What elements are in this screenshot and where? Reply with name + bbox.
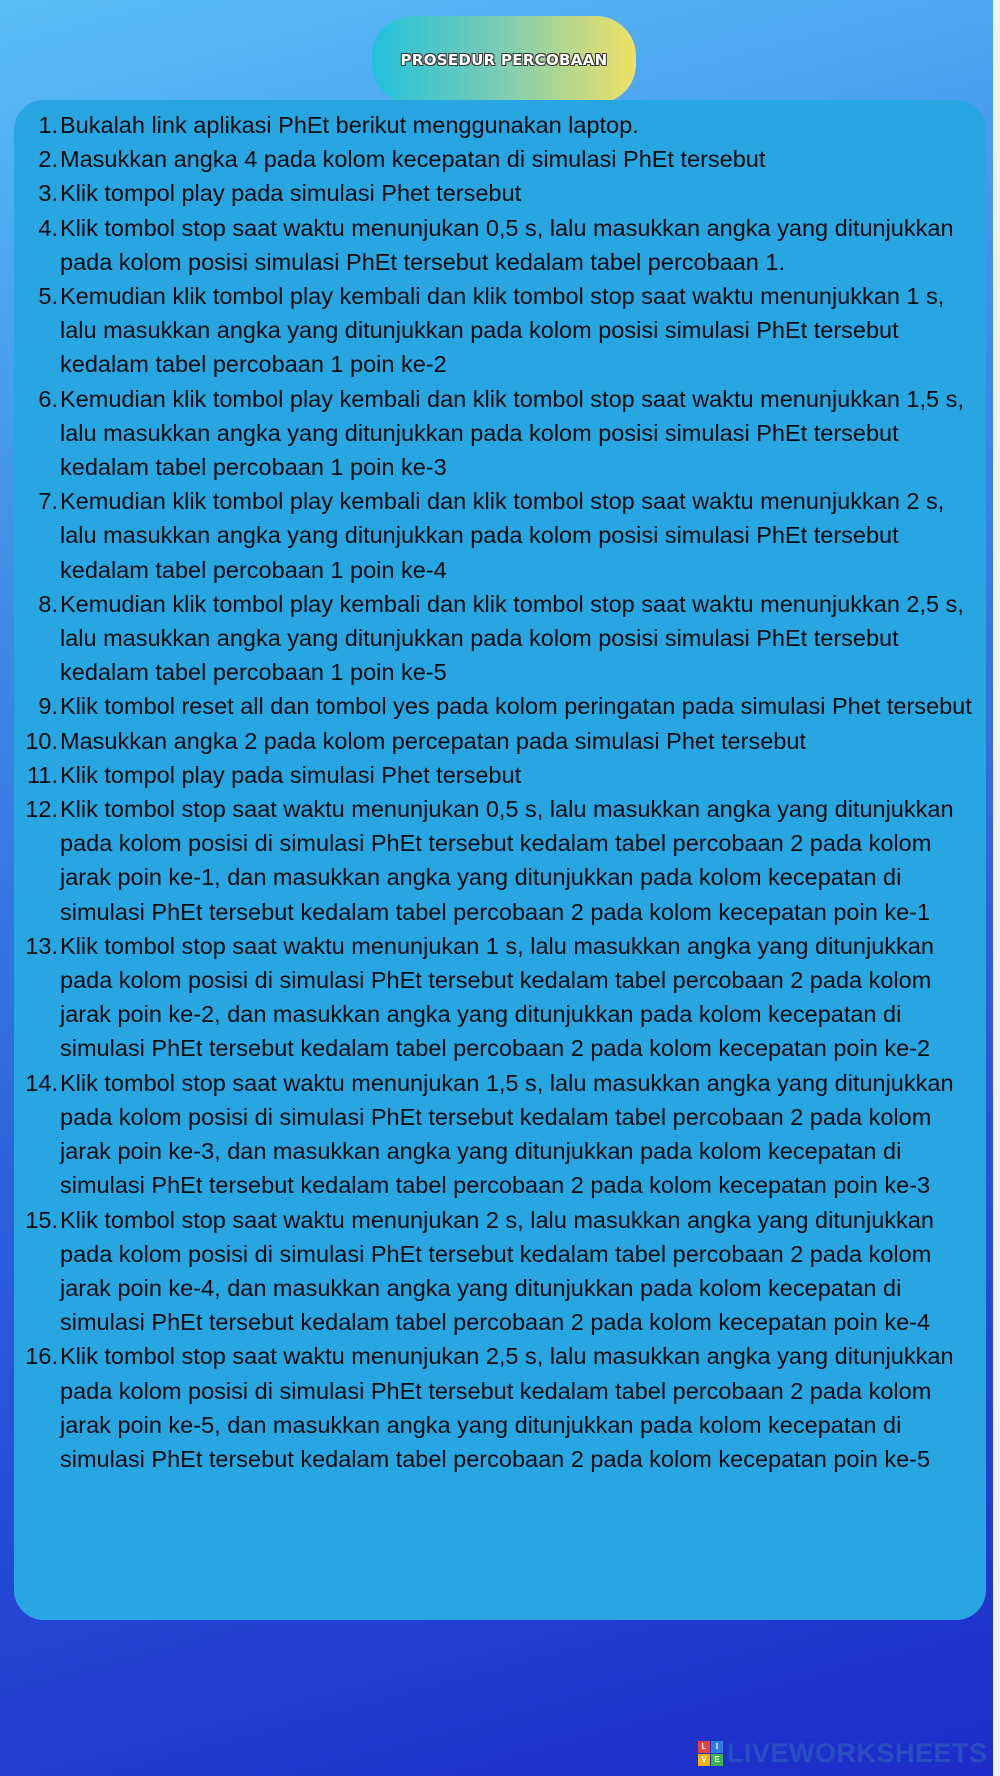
step-item: [14, 758, 986, 792]
step-number: 16.: [25, 1343, 58, 1370]
step-text: Masukkan angka 4 pada kolom kecepatan di simulasi PhEt tersebut: [60, 146, 766, 173]
step-text: Kemudian klik tombol play kembali dan klik tombol stop saat waktu menunjukkan 2,5 s, lalu masukkan angka yang ditunjukkan pada kolom posisi simulasi PhEt tersebut kedalam tabel percobaan 1 poin ke-5: [60, 590, 964, 686]
step-text: Klik tombol stop saat waktu menunjukan 1 s, lalu masukkan angka yang ditunjukkan pada kolom posisi di simulasi PhEt tersebut kedalam tabel percobaan 2 pada kolom jarak poin ke-2, dan masukkan angka yang ditunjukkan pada kolom kecepatan di simulasi PhEt tersebut kedalam tabel percobaan 2 pada kolom kecepatan poin ke-2: [60, 932, 934, 1062]
step-text: Kemudian klik tombol play kembali dan klik tombol stop saat waktu menunjukkan 2 s, lalu masukkan angka yang ditunjukkan pada kolom posisi simulasi PhEt tersebut kedalam tabel percobaan 1 poin ke-4: [60, 488, 945, 583]
step-number: 5.: [38, 283, 58, 310]
step-number: 12.: [25, 796, 58, 823]
step-item: [14, 108, 986, 142]
step-text: Klik tompol play pada simulasi Phet tersebut: [60, 761, 522, 788]
right-edge-strip: [993, 0, 1000, 1776]
step-text: Masukkan angka 2 pada kolom percepatan pada simulasi Phet tersebut: [60, 727, 806, 754]
logo-text: LIVEWORKSHEETS: [727, 1738, 988, 1768]
logo-letter-v: V: [698, 1754, 710, 1766]
step-item: [14, 724, 986, 758]
step-number: 4.: [38, 214, 58, 241]
page-title: PROSEDUR PERCOBAAN: [400, 51, 608, 69]
step-item: [14, 929, 986, 1066]
step-item: [14, 792, 986, 929]
step-text: Klik tompol play pada simulasi Phet tersebut: [60, 180, 522, 207]
step-text: Klik tombol reset all dan tombol yes pada kolom peringatan pada simulasi Phet tersebut: [60, 693, 972, 720]
logo-letter-i: I: [711, 1741, 723, 1753]
step-number: 9.: [38, 693, 58, 720]
step-item: [14, 484, 986, 587]
step-number: 10.: [25, 727, 58, 754]
step-number: 7.: [38, 488, 58, 515]
liveworksheets-icon: [698, 1741, 723, 1766]
step-number: 13.: [25, 932, 58, 959]
step-number: 2.: [38, 146, 58, 173]
step-item: [14, 176, 986, 210]
step-text: Klik tombol stop saat waktu menunjukan 1,5 s, lalu masukkan angka yang ditunjukkan pada kolom posisi di simulasi PhEt tersebut kedalam tabel percobaan 2 pada kolom jarak poin ke-3, dan masukkan angka yang ditunjukkan pada kolom kecepatan di simulasi PhEt tersebut kedalam tabel percobaan 2 pada kolom kecepatan poin ke-3: [60, 1069, 954, 1199]
step-text: Kemudian klik tombol play kembali dan klik tombol stop saat waktu menunjukkan 1,5 s, lalu masukkan angka yang ditunjukkan pada kolom posisi simulasi PhEt tersebut kedalam tabel percobaan 1 poin ke-3: [60, 385, 964, 481]
step-item: [14, 211, 986, 279]
logo-letter-e: E: [711, 1754, 723, 1766]
procedure-card: [14, 100, 986, 1620]
step-text: Kemudian klik tombol play kembali dan klik tombol stop saat waktu menunjukkan 1 s, lalu masukkan angka yang ditunjukkan pada kolom posisi simulasi PhEt tersebut kedalam tabel percobaan 1 poin ke-2: [60, 283, 945, 378]
liveworksheets-logo[interactable]: [698, 1740, 988, 1766]
step-number: 11.: [27, 761, 58, 788]
step-item: [14, 1203, 986, 1340]
step-text: Klik tombol stop saat waktu menunjukan 0,5 s, lalu masukkan angka yang ditunjukkan pada kolom posisi simulasi PhEt tersebut kedalam tabel percobaan 1.: [60, 214, 954, 275]
logo-letter-l: L: [698, 1741, 710, 1753]
step-text: Klik tombol stop saat waktu menunjukan 2,5 s, lalu masukkan angka yang ditunjukkan pada kolom posisi di simulasi PhEt tersebut kedalam tabel percobaan 2 pada kolom jarak poin ke-5, dan masukkan angka yang ditunjukkan pada kolom kecepatan di simulasi PhEt tersebut kedalam tabel percobaan 2 pada kolom kecepatan poin ke-5: [60, 1343, 954, 1472]
step-item: [14, 279, 986, 382]
step-number: 6.: [38, 385, 58, 412]
step-number: 15.: [25, 1206, 58, 1233]
title-banner: [372, 16, 636, 104]
step-item: [14, 587, 986, 690]
step-text: Klik tombol stop saat waktu menunjukan 2 s, lalu masukkan angka yang ditunjukkan pada kolom posisi di simulasi PhEt tersebut kedalam tabel percobaan 2 pada kolom jarak poin ke-4, dan masukkan angka yang ditunjukkan pada kolom kecepatan di simulasi PhEt tersebut kedalam tabel percobaan 2 pada kolom kecepatan poin ke-4: [60, 1206, 934, 1336]
step-number: 1.: [38, 112, 58, 138]
step-item: [14, 1066, 986, 1203]
step-number: 14.: [25, 1069, 58, 1096]
step-item: [14, 142, 986, 176]
step-item: [14, 689, 986, 723]
step-item: [14, 1339, 986, 1476]
step-item: [14, 382, 986, 485]
step-text: Klik tombol stop saat waktu menunjukan 0,5 s, lalu masukkan angka yang ditunjukkan pada kolom posisi di simulasi PhEt tersebut kedalam tabel percobaan 2 pada kolom jarak poin ke-1, dan masukkan angka yang ditunjukkan pada kolom kecepatan di simulasi PhEt tersebut kedalam tabel percobaan 2 pada kolom kecepatan poin ke-1: [60, 796, 954, 925]
step-number: 3.: [38, 180, 58, 207]
step-number: 8.: [38, 590, 58, 617]
step-text: Bukalah link aplikasi PhEt berikut menggunakan laptop.: [60, 112, 639, 138]
procedure-list: [14, 108, 986, 1476]
